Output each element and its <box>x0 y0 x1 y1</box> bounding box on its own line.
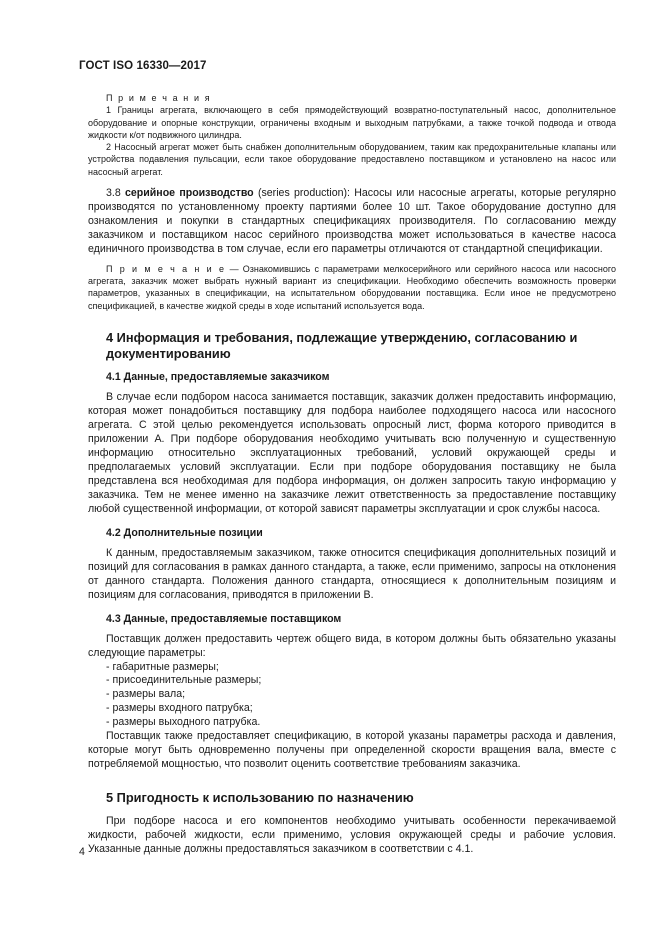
note-2: 2 Насосный агрегат может быть снабжен дополнительным оборудованием, таким как предохранительные клапаны или устройства подавления пульсации, если такое оборудование предоставлено поставщиком и установлено на насос или насосный агрегат. <box>88 142 616 177</box>
section-4-3-intro: Поставщик должен предоставить чертеж общего вида, в котором должны быть обязательно указаны следующие параметры: <box>88 632 616 659</box>
note-1: 1 Границы агрегата, включающего в себя прямодействующий возвратно-поступательный насос, дополнительное оборудование и опорные конструкции, ограничены входным и выходным патрубками, а также точкой подвода и отвода жидкости к/от подвижного цилиндра. <box>88 105 616 140</box>
page-number: 4 <box>79 846 85 858</box>
section-5-text: При подборе насоса и его компонентов необходимо учитывать особенности перекачиваемой жидкости, рабочей жидкости, если применимо, условия окружающей среды и рабочие условия. Указанные данные должны предоставляться заказчиком в соответствии с 4.1. <box>88 814 616 855</box>
section-4-3-title: 4.3 Данные, предоставляемые поставщиком <box>106 612 342 625</box>
term-english: (series production) <box>257 187 348 200</box>
term-number: 3.8 <box>106 187 121 200</box>
term-definition: : Насосы или насосные агрегаты, которые регулярно производятся по установленному проекту партиями более 10 шт. Такое оборудование доступно для ознакомления и покупки в стандартных спецификациях производителя. По согласованию между заказчиком и поставщиком насос серийного производства может использоваться в качестве насоса единичного производства в том случае, если его параметры отличаются от стандартной спецификации. <box>88 187 616 255</box>
note-series-production <box>88 263 616 312</box>
list-item: - размеры выходного патрубка. <box>106 716 261 729</box>
section-4-1-title: 4.1 Данные, предоставляемые заказчиком <box>106 371 330 384</box>
page-content <box>88 92 616 857</box>
section-5-title: 5 Пригодность к использованию по назначению <box>106 790 414 806</box>
list-item: - размеры входного патрубка; <box>106 702 253 715</box>
term-3-8 <box>88 187 616 257</box>
document-header: ГОСТ ISO 16330—2017 <box>79 60 207 72</box>
parameter-list <box>88 661 616 731</box>
list-item: - размеры вала; <box>106 688 186 701</box>
list-item: - габаритные размеры; <box>106 660 219 673</box>
notes-label: П р и м е ч а н и я <box>106 93 212 103</box>
note-text: Ознакомившись с параметрами мелкосерийного или серийного насоса или насосного агрегата, заказчик может выбрать нужный вариант из спецификации. Необходимо обеспечить возможность проверки параметров, указанных в спецификации, на испытательном оборудовании поставщика. Если иное не предусмотрено спецификацией, в качестве жидкой среды в ходе испытаний используется вода. <box>88 263 616 311</box>
section-4-3-text2: Поставщик также предоставляет спецификацию, в которой указаны параметры расхода и давления, которые могут быть одновременно получены при определенной скорости вращения вала, вместе с потребляемой мощностью, что позволит оценить соответствие требованиям заказчика. <box>88 730 616 771</box>
term-name: серийное производство <box>125 187 254 200</box>
note-dash: — <box>225 263 243 274</box>
section-4-2-title: 4.2 Дополнительные позиции <box>106 526 263 539</box>
section-4-2-text: К данным, предоставляемым заказчиком, также относится спецификация дополнительных позиций и позиций для согласования в рамках данного стандарта, а также, если применимо, запросы на отклонения от данного стандарта. Положения данного стандарта, относящиеся к дополнительным позициям и позициям для согласования, приводятся в приложении В. <box>88 546 616 601</box>
section-4-1-text: В случае если подбором насоса занимается поставщик, заказчик должен предоставить информацию, которая может понадобиться поставщику для подбора наиболее подходящего насоса или насосного агрегата. С этой целью рекомендуется использовать опросный лист, форма которого приводится в приложении А. При подборе оборудования необходимо учитывать всю полученную и существенную информацию относительно эксплуатационных требований, условий окружающей среды и предполагаемых условий эксплуатации. Если при подборе оборудования поставщику не была представлена вся необходимая для подбора информация, он должен запросить такую информацию у заказчика. Тем не менее именно на заказчике лежит ответственность за предоставление поставщику любой существенной информации, от которой зависят параметры эксплуатации и срок службы насоса. <box>88 391 616 515</box>
list-item: - присоединительные размеры; <box>106 674 262 687</box>
note-label: П р и м е ч а н и е <box>106 263 226 274</box>
notes-block <box>88 92 616 178</box>
section-4-title: 4 Информация и требования, подлежащие утверждению, согласованию и документированию <box>106 330 578 361</box>
